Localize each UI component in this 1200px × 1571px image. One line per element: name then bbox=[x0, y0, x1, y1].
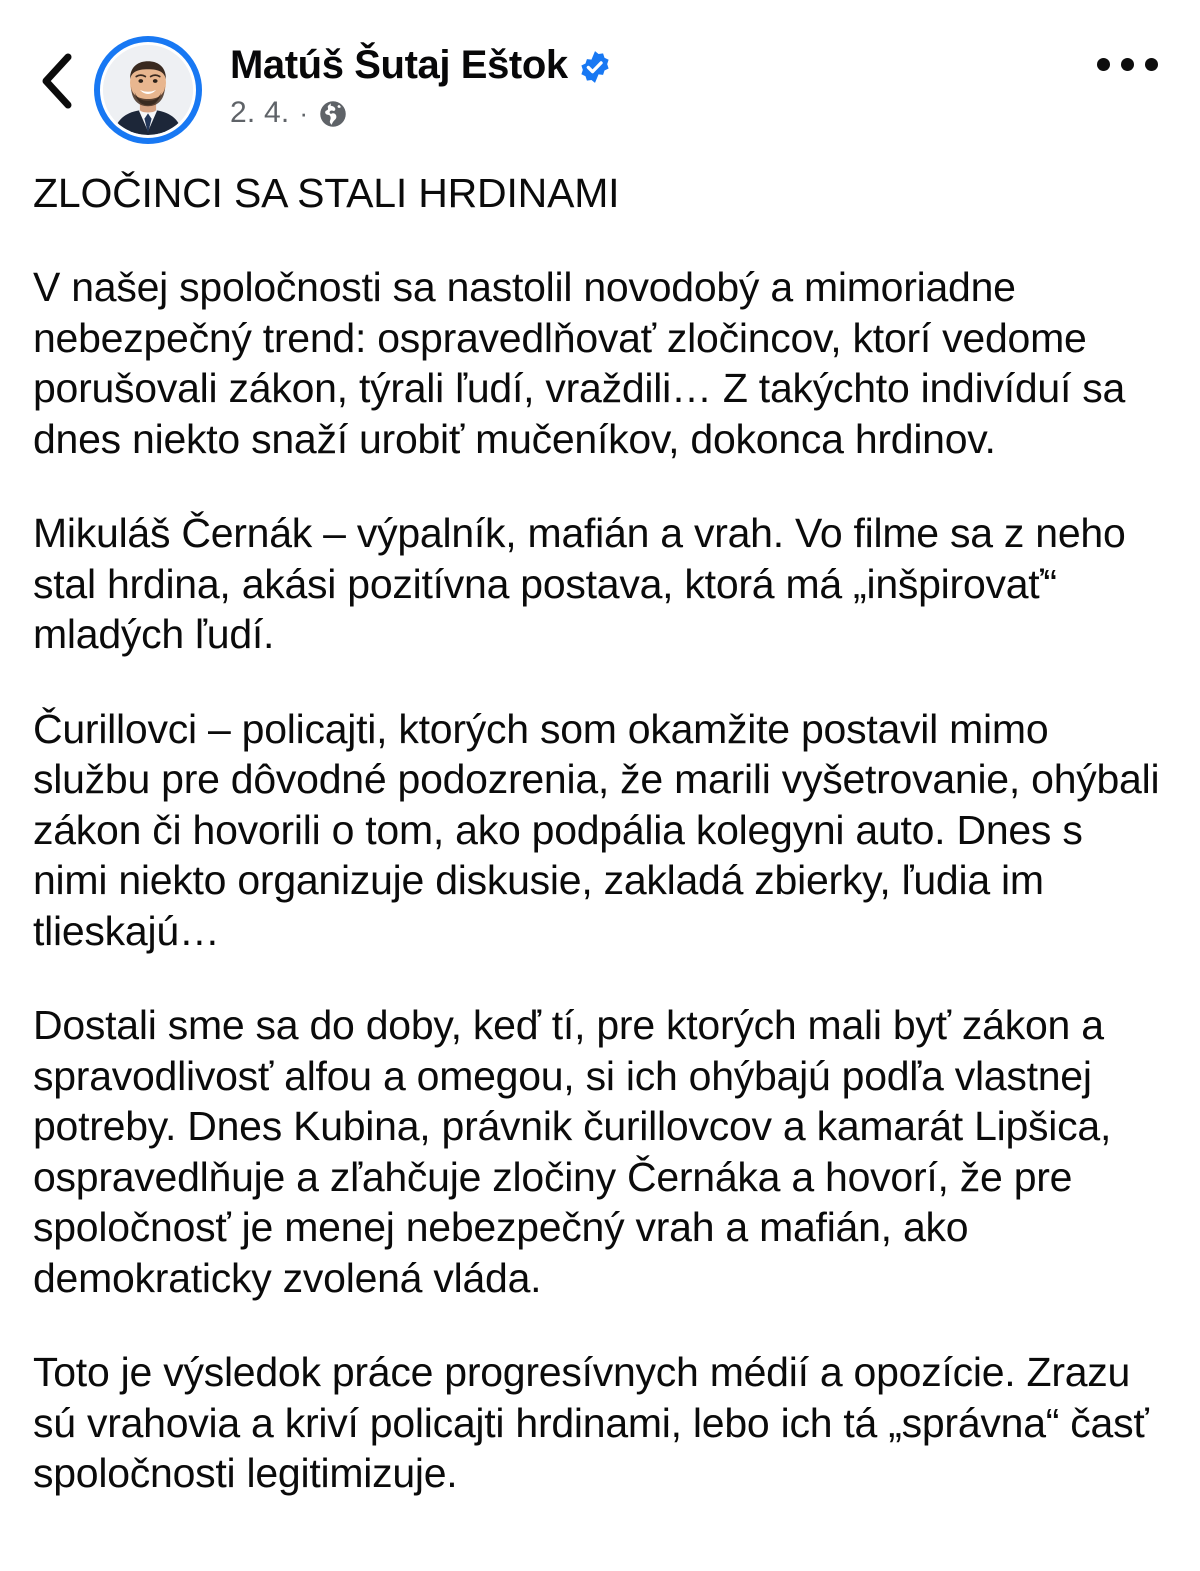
back-button[interactable] bbox=[28, 42, 84, 120]
post-body bbox=[0, 168, 1200, 1499]
ellipsis-icon bbox=[1097, 58, 1158, 71]
author-name[interactable]: Matúš Šutaj Eštok bbox=[230, 43, 568, 87]
post-paragraph: V našej spoločnosti sa nastolil novodobý a mimoriadne nebezpečný trend: ospravedlňovať zločincov, ktorí vedome porušovali zákon, týrali ľudí, vraždili… Z takýchto indivíduí sa dnes niekto snaží urobiť mučeníkov, dokonca hrdinov. bbox=[33, 264, 1126, 462]
author-row bbox=[230, 40, 612, 90]
post-identity bbox=[230, 36, 612, 130]
post-paragraph: Čurillovci – policajti, ktorých som okamžite postavil mimo službu pre dôvodné podozrenia, že marili vyšetrovanie, ohýbali zákon či hovorili o tom, ako podpália kolegyni auto. Dnes s nimi niekto organizuje diskusie, zakladá zbierky, ľudia im tlieskajú… bbox=[33, 705, 1160, 954]
post-paragraph: Toto je výsledok práce progresívnych médií a opozície. Zrazu sú vrahovia a kriví policajti hrdinami, lebo ich tá „správna“ časť spoločnosti legitimizuje. bbox=[33, 1349, 1149, 1496]
avatar-photo bbox=[103, 45, 193, 135]
post-header bbox=[0, 0, 1200, 168]
avatar[interactable] bbox=[94, 36, 202, 144]
globe-icon[interactable] bbox=[318, 97, 348, 129]
more-options-button[interactable] bbox=[1097, 58, 1158, 71]
post-paragraph: Dostali sme sa do doby, keď tí, pre ktorých mali byť zákon a spravodlivosť alfou a omegou, si ich ohýbajú podľa vlastnej potreby. Dnes Kubina, právnik čurillovcov a kamarát Lipšica, ospravedlňuje a zľahčuje zločiny Černáka a hovorí, že pre spoločnosť je menej nebezpečný vrah a mafián, ako demokraticky zvolená vláda. bbox=[33, 1002, 1112, 1301]
post-paragraph: Mikuláš Černák – výpalník, mafián a vrah. Vo filme sa z neho stal hrdina, akási pozitívna postava, ktorá má „inšpirovať“ mladých ľudí. bbox=[33, 510, 1126, 657]
verified-badge-icon bbox=[578, 47, 612, 84]
chevron-left-icon bbox=[39, 53, 73, 109]
meta-separator: · bbox=[299, 98, 309, 128]
post-meta bbox=[230, 96, 612, 130]
post-date[interactable]: 2. 4. bbox=[230, 96, 290, 129]
post-title: ZLOČINCI SA STALI HRDINAMI bbox=[33, 170, 620, 216]
